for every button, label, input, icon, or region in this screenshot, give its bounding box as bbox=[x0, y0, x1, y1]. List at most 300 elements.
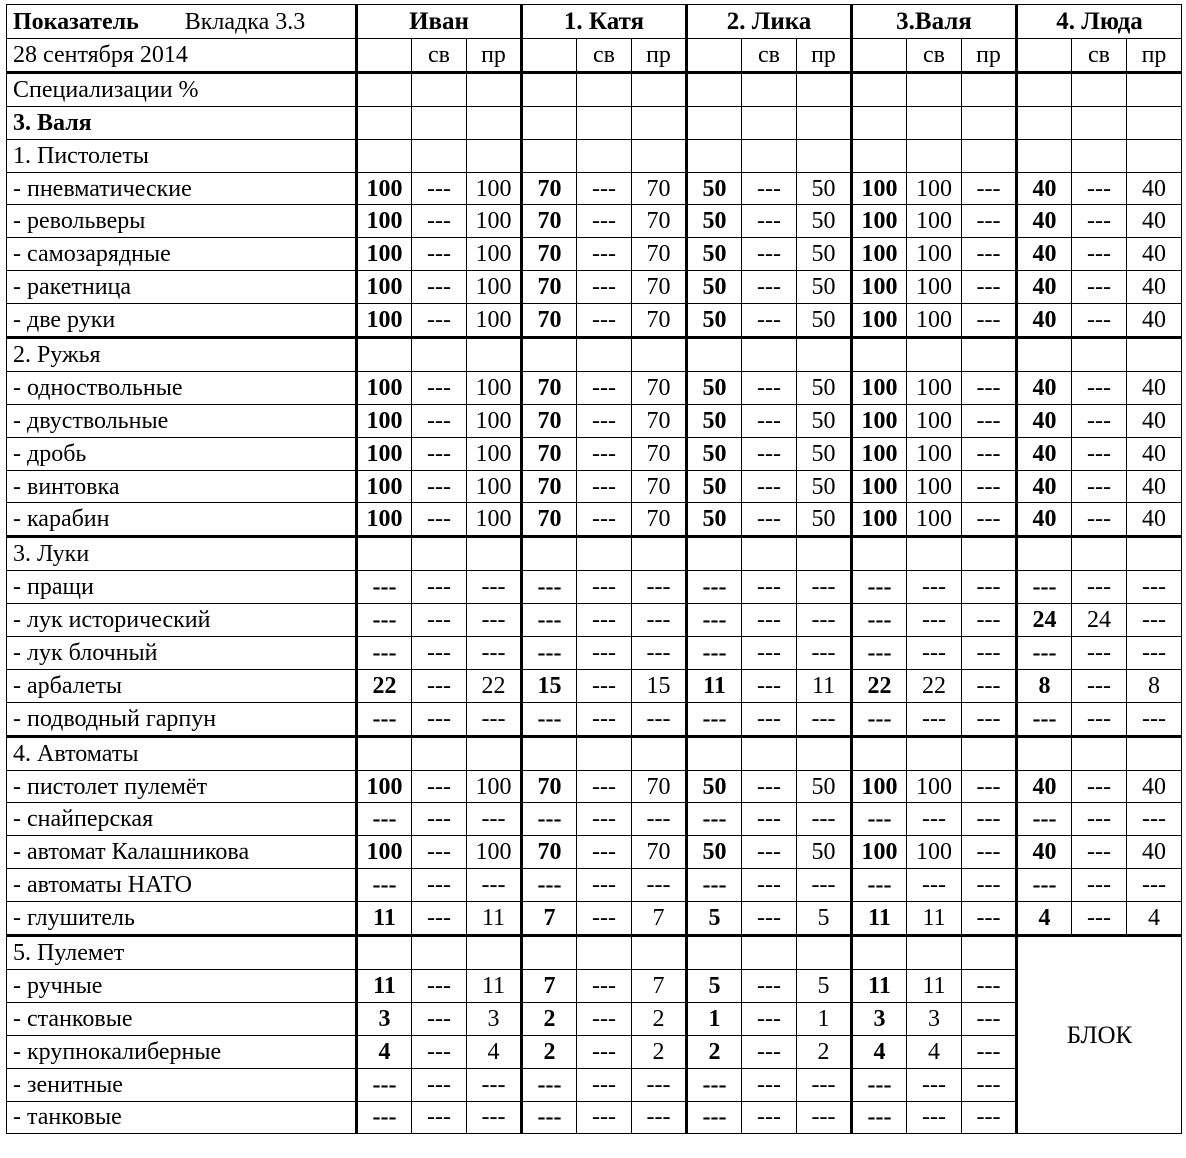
value-cell: --- bbox=[522, 1101, 577, 1134]
value-cell: --- bbox=[357, 1101, 412, 1134]
value-cell: --- bbox=[962, 869, 1017, 902]
value-cell: 50 bbox=[687, 836, 742, 869]
value-cell: 50 bbox=[797, 238, 852, 271]
empty-cell bbox=[412, 736, 467, 770]
value-cell: 3 bbox=[907, 1002, 962, 1035]
value-cell: --- bbox=[962, 172, 1017, 205]
empty-cell bbox=[1072, 106, 1127, 139]
value-cell: 70 bbox=[632, 836, 687, 869]
sub-header-sv: св bbox=[907, 39, 962, 73]
value-cell: --- bbox=[962, 637, 1017, 670]
value-cell: 100 bbox=[357, 304, 412, 338]
table-row bbox=[7, 371, 1182, 404]
row-label: - ручные bbox=[7, 969, 357, 1002]
value-cell: --- bbox=[1127, 803, 1182, 836]
empty-cell bbox=[412, 338, 467, 372]
value-cell: --- bbox=[687, 702, 742, 736]
value-cell: 50 bbox=[797, 172, 852, 205]
empty-cell bbox=[687, 139, 742, 172]
value-cell: 11 bbox=[357, 902, 412, 936]
value-cell: --- bbox=[742, 836, 797, 869]
value-cell: --- bbox=[1072, 304, 1127, 338]
value-cell: --- bbox=[742, 702, 797, 736]
indicator-title: Показатель bbox=[13, 8, 139, 35]
row-label: - арбалеты bbox=[7, 669, 357, 702]
table-row bbox=[7, 571, 1182, 604]
value-cell: 11 bbox=[467, 969, 522, 1002]
empty-cell bbox=[522, 72, 577, 106]
value-cell: 100 bbox=[852, 205, 907, 238]
value-cell: 11 bbox=[852, 902, 907, 936]
value-cell: 100 bbox=[467, 503, 522, 537]
empty-cell bbox=[522, 338, 577, 372]
value-cell: --- bbox=[797, 803, 852, 836]
row-label: - снайперская bbox=[7, 803, 357, 836]
value-cell: 40 bbox=[1127, 205, 1182, 238]
value-cell: --- bbox=[852, 637, 907, 670]
value-cell: --- bbox=[962, 1035, 1017, 1068]
value-cell: 70 bbox=[522, 437, 577, 470]
value-cell: 4 bbox=[357, 1035, 412, 1068]
value-cell: --- bbox=[577, 304, 632, 338]
value-cell: 70 bbox=[632, 770, 687, 803]
value-cell: --- bbox=[632, 604, 687, 637]
empty-cell bbox=[467, 338, 522, 372]
empty-cell bbox=[357, 537, 412, 571]
empty-cell bbox=[1072, 537, 1127, 571]
row-label: - пневматические bbox=[7, 172, 357, 205]
value-cell: --- bbox=[577, 969, 632, 1002]
value-cell: --- bbox=[467, 702, 522, 736]
sub-header-pr: пр bbox=[797, 39, 852, 73]
value-cell: --- bbox=[1017, 869, 1072, 902]
value-cell: --- bbox=[962, 1002, 1017, 1035]
row-label: - карабин bbox=[7, 503, 357, 537]
empty-cell bbox=[577, 106, 632, 139]
value-cell: --- bbox=[412, 304, 467, 338]
value-cell: 100 bbox=[852, 271, 907, 304]
value-cell: 11 bbox=[907, 902, 962, 936]
value-cell: 11 bbox=[467, 902, 522, 936]
value-cell: 100 bbox=[852, 503, 907, 537]
value-cell: --- bbox=[522, 637, 577, 670]
empty-cell bbox=[962, 736, 1017, 770]
empty-cell bbox=[467, 72, 522, 106]
value-cell: 40 bbox=[1127, 371, 1182, 404]
value-cell: --- bbox=[962, 902, 1017, 936]
value-cell: --- bbox=[907, 604, 962, 637]
empty-cell bbox=[357, 936, 412, 970]
value-cell: 40 bbox=[1017, 437, 1072, 470]
table-row bbox=[7, 669, 1182, 702]
value-cell: 100 bbox=[467, 470, 522, 503]
value-cell: --- bbox=[1072, 770, 1127, 803]
value-cell: --- bbox=[577, 470, 632, 503]
value-cell: --- bbox=[962, 803, 1017, 836]
value-cell: 40 bbox=[1127, 172, 1182, 205]
value-cell: 100 bbox=[357, 172, 412, 205]
section-title: 3. Валя bbox=[7, 106, 357, 139]
value-cell: --- bbox=[962, 470, 1017, 503]
value-cell: --- bbox=[412, 404, 467, 437]
value-cell: --- bbox=[1072, 669, 1127, 702]
value-cell: --- bbox=[797, 1101, 852, 1134]
value-cell: --- bbox=[1017, 571, 1072, 604]
value-cell: --- bbox=[742, 803, 797, 836]
value-cell: --- bbox=[577, 1002, 632, 1035]
value-cell: 100 bbox=[357, 205, 412, 238]
section-row bbox=[7, 736, 1182, 770]
value-cell: 22 bbox=[852, 669, 907, 702]
value-cell: 40 bbox=[1127, 238, 1182, 271]
value-cell: --- bbox=[962, 836, 1017, 869]
value-cell: --- bbox=[1017, 803, 1072, 836]
value-cell: 5 bbox=[687, 902, 742, 936]
table-row bbox=[7, 205, 1182, 238]
value-cell: 50 bbox=[797, 770, 852, 803]
row-label: - самозарядные bbox=[7, 238, 357, 271]
value-cell: 50 bbox=[797, 503, 852, 537]
empty-cell bbox=[907, 537, 962, 571]
value-cell: --- bbox=[962, 205, 1017, 238]
table-row bbox=[7, 1101, 1182, 1134]
value-cell: 50 bbox=[687, 238, 742, 271]
value-cell: --- bbox=[412, 271, 467, 304]
empty-cell bbox=[412, 106, 467, 139]
value-cell: --- bbox=[852, 604, 907, 637]
value-cell: 40 bbox=[1017, 770, 1072, 803]
value-cell: 100 bbox=[907, 271, 962, 304]
empty-cell bbox=[1017, 338, 1072, 372]
value-cell: 2 bbox=[632, 1002, 687, 1035]
value-cell: --- bbox=[357, 702, 412, 736]
value-cell: 50 bbox=[687, 172, 742, 205]
indicator-table bbox=[6, 4, 1182, 1134]
table-row bbox=[7, 637, 1182, 670]
value-cell: 50 bbox=[797, 437, 852, 470]
empty-cell bbox=[577, 936, 632, 970]
empty-cell bbox=[467, 139, 522, 172]
value-cell: 3 bbox=[467, 1002, 522, 1035]
value-cell: --- bbox=[742, 669, 797, 702]
value-cell: --- bbox=[412, 1101, 467, 1134]
row-label: - две руки bbox=[7, 304, 357, 338]
value-cell: 100 bbox=[467, 371, 522, 404]
value-cell: --- bbox=[1072, 803, 1127, 836]
row-label: - глушитель bbox=[7, 902, 357, 936]
value-cell: --- bbox=[577, 803, 632, 836]
value-cell: --- bbox=[1017, 637, 1072, 670]
sub-header-blank bbox=[522, 39, 577, 73]
value-cell: 70 bbox=[632, 503, 687, 537]
value-cell: --- bbox=[522, 1068, 577, 1101]
value-cell: 40 bbox=[1017, 304, 1072, 338]
value-cell: 3 bbox=[852, 1002, 907, 1035]
value-cell: --- bbox=[742, 969, 797, 1002]
value-cell: --- bbox=[962, 604, 1017, 637]
sub-header-pr: пр bbox=[467, 39, 522, 73]
value-cell: --- bbox=[687, 604, 742, 637]
value-cell: --- bbox=[357, 869, 412, 902]
section-row bbox=[7, 936, 1182, 970]
value-cell: --- bbox=[687, 1068, 742, 1101]
value-cell: --- bbox=[962, 669, 1017, 702]
section-title: 1. Пистолеты bbox=[7, 139, 357, 172]
value-cell: --- bbox=[577, 172, 632, 205]
empty-cell bbox=[962, 139, 1017, 172]
empty-cell bbox=[1127, 106, 1182, 139]
value-cell: 70 bbox=[522, 404, 577, 437]
value-cell: 70 bbox=[632, 371, 687, 404]
value-cell: --- bbox=[412, 969, 467, 1002]
group-header-0: Иван bbox=[357, 5, 522, 39]
value-cell: --- bbox=[412, 604, 467, 637]
empty-cell bbox=[1127, 72, 1182, 106]
value-cell: 100 bbox=[852, 238, 907, 271]
sub-header-sv: св bbox=[1072, 39, 1127, 73]
empty-cell bbox=[1127, 736, 1182, 770]
value-cell: 40 bbox=[1017, 404, 1072, 437]
empty-cell bbox=[797, 936, 852, 970]
section-row bbox=[7, 139, 1182, 172]
empty-cell bbox=[1072, 72, 1127, 106]
value-cell: 100 bbox=[852, 437, 907, 470]
value-cell: 50 bbox=[687, 470, 742, 503]
empty-cell bbox=[962, 537, 1017, 571]
table-body bbox=[7, 5, 1182, 1134]
value-cell: --- bbox=[1072, 503, 1127, 537]
empty-cell bbox=[632, 736, 687, 770]
row-label: - пистолет пулемёт bbox=[7, 770, 357, 803]
value-cell: 70 bbox=[522, 770, 577, 803]
empty-cell bbox=[357, 338, 412, 372]
value-cell: --- bbox=[412, 470, 467, 503]
value-cell: --- bbox=[412, 1068, 467, 1101]
value-cell: --- bbox=[742, 604, 797, 637]
empty-cell bbox=[1072, 736, 1127, 770]
value-cell: 40 bbox=[1127, 503, 1182, 537]
value-cell: --- bbox=[907, 571, 962, 604]
section-title: 4. Автоматы bbox=[7, 736, 357, 770]
value-cell: 70 bbox=[522, 371, 577, 404]
empty-cell bbox=[797, 139, 852, 172]
value-cell: --- bbox=[797, 702, 852, 736]
empty-cell bbox=[852, 736, 907, 770]
value-cell: --- bbox=[962, 238, 1017, 271]
row-label: - автоматы НАТО bbox=[7, 869, 357, 902]
value-cell: --- bbox=[852, 803, 907, 836]
value-cell: --- bbox=[1127, 604, 1182, 637]
value-cell: --- bbox=[907, 702, 962, 736]
value-cell: --- bbox=[412, 836, 467, 869]
value-cell: 100 bbox=[907, 836, 962, 869]
value-cell: --- bbox=[412, 669, 467, 702]
empty-cell bbox=[742, 936, 797, 970]
value-cell: --- bbox=[412, 371, 467, 404]
value-cell: 100 bbox=[852, 371, 907, 404]
section-row bbox=[7, 72, 1182, 106]
value-cell: 70 bbox=[522, 836, 577, 869]
empty-cell bbox=[907, 936, 962, 970]
value-cell: --- bbox=[412, 803, 467, 836]
value-cell: --- bbox=[742, 1035, 797, 1068]
value-cell: --- bbox=[577, 205, 632, 238]
value-cell: --- bbox=[412, 770, 467, 803]
value-cell: 100 bbox=[357, 836, 412, 869]
value-cell: --- bbox=[577, 571, 632, 604]
value-cell: 100 bbox=[467, 404, 522, 437]
sub-header-blank bbox=[852, 39, 907, 73]
value-cell: 100 bbox=[907, 172, 962, 205]
empty-cell bbox=[522, 537, 577, 571]
section-title: 3. Луки bbox=[7, 537, 357, 571]
value-cell: --- bbox=[687, 571, 742, 604]
value-cell: 50 bbox=[687, 205, 742, 238]
value-cell: 100 bbox=[907, 205, 962, 238]
row-label: - зенитные bbox=[7, 1068, 357, 1101]
value-cell: 5 bbox=[797, 969, 852, 1002]
table-row bbox=[7, 271, 1182, 304]
value-cell: 100 bbox=[852, 836, 907, 869]
empty-cell bbox=[852, 936, 907, 970]
value-cell: --- bbox=[1127, 637, 1182, 670]
value-cell: --- bbox=[467, 803, 522, 836]
value-cell: 100 bbox=[852, 404, 907, 437]
row-label: - револьверы bbox=[7, 205, 357, 238]
empty-cell bbox=[852, 106, 907, 139]
value-cell: 11 bbox=[687, 669, 742, 702]
empty-cell bbox=[467, 936, 522, 970]
empty-cell bbox=[687, 736, 742, 770]
value-cell: 50 bbox=[687, 437, 742, 470]
empty-cell bbox=[907, 338, 962, 372]
value-cell: --- bbox=[1072, 470, 1127, 503]
value-cell: --- bbox=[357, 1068, 412, 1101]
row-label: - танковые bbox=[7, 1101, 357, 1134]
value-cell: --- bbox=[962, 571, 1017, 604]
empty-cell bbox=[632, 936, 687, 970]
value-cell: --- bbox=[522, 604, 577, 637]
value-cell: 100 bbox=[907, 470, 962, 503]
empty-cell bbox=[522, 139, 577, 172]
value-cell: --- bbox=[412, 637, 467, 670]
value-cell: 100 bbox=[467, 172, 522, 205]
sub-header-pr: пр bbox=[632, 39, 687, 73]
sub-header-sv: св bbox=[742, 39, 797, 73]
value-cell: --- bbox=[357, 571, 412, 604]
value-cell: --- bbox=[632, 571, 687, 604]
row-label: - ракетница bbox=[7, 271, 357, 304]
empty-cell bbox=[577, 537, 632, 571]
value-cell: 100 bbox=[357, 470, 412, 503]
value-cell: 100 bbox=[907, 770, 962, 803]
value-cell: --- bbox=[742, 637, 797, 670]
value-cell: 70 bbox=[522, 172, 577, 205]
value-cell: --- bbox=[962, 1101, 1017, 1134]
section-row bbox=[7, 537, 1182, 571]
value-cell: --- bbox=[357, 604, 412, 637]
empty-cell bbox=[742, 736, 797, 770]
value-cell: 40 bbox=[1127, 304, 1182, 338]
row-label: - лук блочный bbox=[7, 637, 357, 670]
section-title: 5. Пулемет bbox=[7, 936, 357, 970]
row-label: - двуствольные bbox=[7, 404, 357, 437]
value-cell: 11 bbox=[357, 969, 412, 1002]
empty-cell bbox=[742, 338, 797, 372]
value-cell: --- bbox=[907, 869, 962, 902]
section-row bbox=[7, 106, 1182, 139]
value-cell: 40 bbox=[1017, 371, 1072, 404]
value-cell: --- bbox=[412, 205, 467, 238]
empty-cell bbox=[907, 139, 962, 172]
value-cell: 70 bbox=[522, 470, 577, 503]
value-cell: --- bbox=[687, 869, 742, 902]
empty-cell bbox=[742, 106, 797, 139]
empty-cell bbox=[1017, 139, 1072, 172]
empty-cell bbox=[577, 72, 632, 106]
value-cell: --- bbox=[1072, 238, 1127, 271]
value-cell: --- bbox=[742, 404, 797, 437]
value-cell: --- bbox=[632, 637, 687, 670]
sub-header-blank bbox=[687, 39, 742, 73]
table-row bbox=[7, 437, 1182, 470]
empty-cell bbox=[357, 139, 412, 172]
value-cell: --- bbox=[797, 637, 852, 670]
value-cell: --- bbox=[1072, 172, 1127, 205]
value-cell: --- bbox=[907, 1101, 962, 1134]
row-label: - пращи bbox=[7, 571, 357, 604]
empty-cell bbox=[467, 537, 522, 571]
empty-cell bbox=[1127, 537, 1182, 571]
value-cell: 100 bbox=[467, 271, 522, 304]
value-cell: --- bbox=[742, 869, 797, 902]
value-cell: 8 bbox=[1017, 669, 1072, 702]
value-cell: --- bbox=[522, 869, 577, 902]
value-cell: 50 bbox=[687, 304, 742, 338]
value-cell: 40 bbox=[1017, 470, 1072, 503]
section-row bbox=[7, 338, 1182, 372]
table-row bbox=[7, 470, 1182, 503]
value-cell: --- bbox=[742, 271, 797, 304]
value-cell: --- bbox=[1072, 836, 1127, 869]
value-cell: --- bbox=[577, 669, 632, 702]
value-cell: 15 bbox=[632, 669, 687, 702]
value-cell: --- bbox=[412, 503, 467, 537]
value-cell: 24 bbox=[1017, 604, 1072, 637]
empty-cell bbox=[522, 736, 577, 770]
value-cell: 22 bbox=[907, 669, 962, 702]
empty-cell bbox=[577, 338, 632, 372]
empty-cell bbox=[467, 106, 522, 139]
value-cell: --- bbox=[852, 1068, 907, 1101]
value-cell: 100 bbox=[852, 770, 907, 803]
date-cell: 28 сентября 2014 bbox=[7, 39, 357, 73]
value-cell: --- bbox=[1127, 702, 1182, 736]
empty-cell bbox=[797, 72, 852, 106]
value-cell: --- bbox=[852, 1101, 907, 1134]
value-cell: --- bbox=[1072, 271, 1127, 304]
value-cell: 70 bbox=[632, 205, 687, 238]
value-cell: --- bbox=[632, 1068, 687, 1101]
group-header-4: 4. Люда bbox=[1017, 5, 1182, 39]
value-cell: 40 bbox=[1127, 437, 1182, 470]
empty-cell bbox=[1017, 106, 1072, 139]
value-cell: --- bbox=[412, 1002, 467, 1035]
value-cell: --- bbox=[1072, 869, 1127, 902]
value-cell: --- bbox=[1072, 702, 1127, 736]
empty-cell bbox=[742, 139, 797, 172]
value-cell: --- bbox=[577, 1035, 632, 1068]
